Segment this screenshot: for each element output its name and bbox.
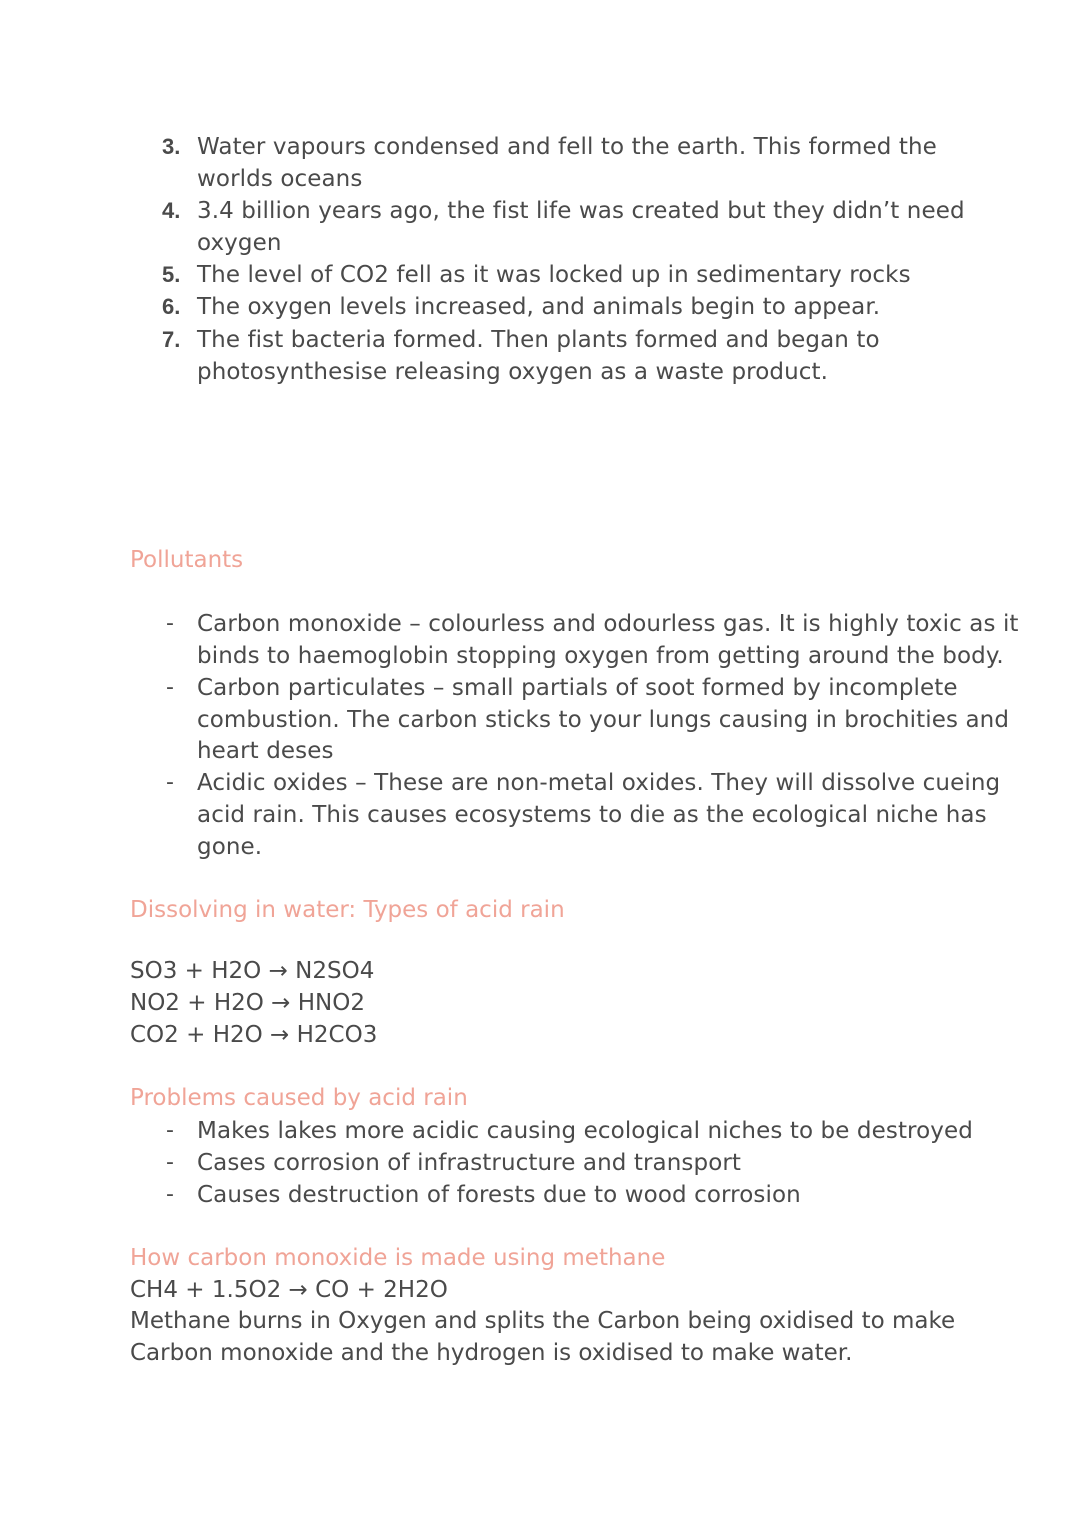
bullet-dash: - (166, 1118, 174, 1143)
chemical-equation: SO3 + H2O → N2SO4 (130, 958, 375, 984)
methane-combustion-equation: CH4 + 1.5O2 → CO + 2H2O (130, 1277, 448, 1303)
list-number: 5. (162, 262, 181, 287)
bullet-dash: - (166, 770, 174, 795)
chemical-equation: CO2 + H2O → H2CO3 (130, 1022, 378, 1048)
list-number: 4. (162, 198, 181, 223)
bullet-dash: - (166, 1150, 174, 1175)
list-item-text: oxygen (197, 230, 282, 256)
bullet-dash: - (166, 611, 174, 636)
list-item-text: The fist bacteria formed. Then plants formed and began to (197, 327, 880, 353)
list-item-text: 3.4 billion years ago, the fist life was created but they didn’t need (197, 198, 965, 224)
list-number: 7. (162, 327, 181, 352)
acid-rain-problems-heading: Problems caused by acid rain (130, 1085, 468, 1111)
list-item-text: The level of CO2 fell as it was locked up in sedimentary rocks (197, 262, 911, 288)
list-item-text: Causes destruction of forests due to wood corrosion (197, 1182, 801, 1208)
acid-rain-types-heading: Dissolving in water: Types of acid rain (130, 897, 565, 923)
list-item-text: acid rain. This causes ecosystems to die as the ecological niche has (197, 802, 987, 828)
carbon-monoxide-heading: How carbon monoxide is made using methane (130, 1245, 666, 1271)
bullet-dash: - (166, 1182, 174, 1207)
explanation-text: Methane burns in Oxygen and splits the Carbon being oxidised to make (130, 1308, 956, 1334)
bullet-dash: - (166, 675, 174, 700)
list-item-text: combustion. The carbon sticks to your lungs causing in brochities and (197, 707, 1010, 733)
list-item-text: Carbon monoxide – colourless and odourless gas. It is highly toxic as it (197, 611, 1019, 637)
list-item-text: The oxygen levels increased, and animals begin to appear. (197, 294, 881, 320)
list-item-text: Water vapours condensed and fell to the earth. This formed the (197, 134, 937, 160)
list-item-text: Carbon particulates – small partials of soot formed by incomplete (197, 675, 958, 701)
list-item-text: worlds oceans (197, 166, 363, 192)
list-item-text: Acidic oxides – These are non-metal oxides. They will dissolve cueing (197, 770, 1001, 796)
list-item-text: Makes lakes more acidic causing ecological niches to be destroyed (197, 1118, 973, 1144)
list-number: 3. (162, 134, 181, 159)
explanation-text: Carbon monoxide and the hydrogen is oxidised to make water. (130, 1340, 853, 1366)
list-item-text: Cases corrosion of infrastructure and transport (197, 1150, 742, 1176)
chemical-equation: NO2 + H2O → HNO2 (130, 990, 365, 1016)
list-item-text: binds to haemoglobin stopping oxygen from getting around the body. (197, 643, 1004, 669)
list-item-text: photosynthesise releasing oxygen as a waste product. (197, 359, 829, 385)
list-number: 6. (162, 294, 181, 319)
pollutants-heading: Pollutants (130, 547, 244, 573)
list-item-text: gone. (197, 834, 263, 860)
list-item-text: heart deses (197, 738, 334, 764)
